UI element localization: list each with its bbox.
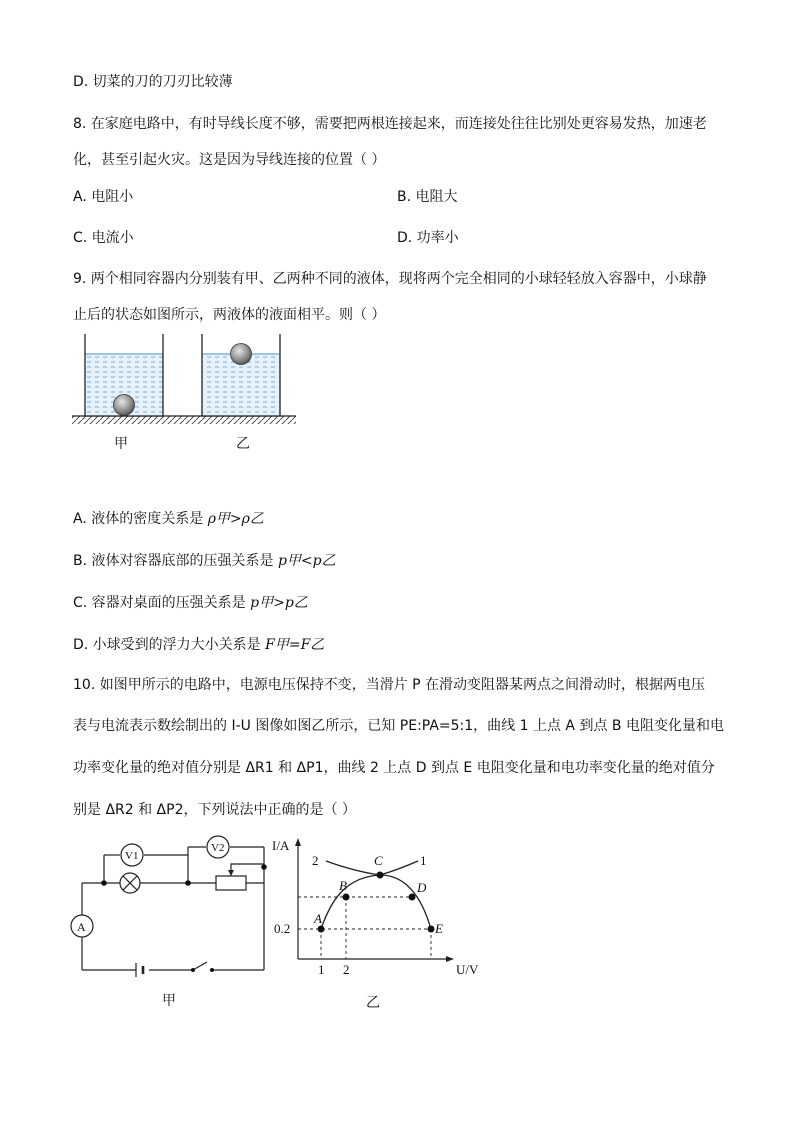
v1-label: V1 xyxy=(125,850,139,862)
ammeter-label: A xyxy=(77,920,86,934)
label-jia: 甲 xyxy=(114,436,128,452)
q8-stem-line2: 化，甚至引起火灾。这是因为导线连接的位置（ ） xyxy=(73,152,386,168)
q8-option-d: D. 功率小 xyxy=(397,230,459,246)
q10-stem-line4: 别是 ΔR2 和 ΔP2，下列说法中正确的是（ ） xyxy=(73,802,356,818)
graph-label: 乙 xyxy=(366,995,380,1011)
q9-option-d-text: D. 小球受到的浮力大小关系是 xyxy=(73,637,266,653)
circuit-diagram xyxy=(68,835,278,1010)
ball-yi xyxy=(231,344,252,365)
q9-containers-figure xyxy=(70,330,300,450)
x-tick-2: 2 xyxy=(343,962,350,977)
q9-option-c xyxy=(73,594,308,612)
curve-2-label: 2 xyxy=(312,853,319,868)
x-axis-label: U/V xyxy=(456,962,479,977)
point-c-label: C xyxy=(374,853,383,868)
q9-option-a-text: A. 液体的密度关系是 xyxy=(73,511,208,527)
q9-option-d-relation: F甲=F乙 xyxy=(265,637,325,653)
curve-1 xyxy=(326,861,418,875)
q9-option-c-text: C. 容器对桌面的压强关系是 xyxy=(73,595,251,611)
point-b xyxy=(343,894,350,901)
q10-stem-line2: 表与电流表示数绘制出的 I-U 图像如图乙所示，已知 PE:PA=5:1，曲线 1 上点 A 到点 B 电阻变化量和电 xyxy=(73,718,724,734)
q7-option-d: D. 切菜的刀的刀刃比较薄 xyxy=(73,74,233,90)
point-a-label: A xyxy=(314,911,322,926)
y-tick-label: 0.2 xyxy=(274,921,291,936)
q8-option-b: B. 电阻大 xyxy=(397,189,458,205)
q9-option-b-relation: p甲<p乙 xyxy=(277,553,336,569)
q8-option-c: C. 电流小 xyxy=(73,230,134,246)
q8-option-a: A. 电阻小 xyxy=(73,189,134,205)
point-b-label: B xyxy=(339,878,347,893)
point-c xyxy=(377,872,384,879)
q9-option-a xyxy=(73,510,264,528)
point-a xyxy=(318,926,325,933)
q10-stem-line1: 10. 如图甲所示的电路中，电源电压保持不变，当滑片 P 在滑动变阻器某两点之间滑动时，根据两电压 xyxy=(73,677,706,693)
curve-2 xyxy=(321,875,431,929)
circuit-label: 甲 xyxy=(162,993,176,1009)
container-jia xyxy=(85,334,163,416)
x-tick-1: 1 xyxy=(318,962,325,977)
voltmeter-v2 xyxy=(207,836,229,858)
iu-graph xyxy=(270,835,490,1010)
ball-jia xyxy=(114,395,135,416)
point-e xyxy=(428,926,435,933)
voltmeter-v1 xyxy=(121,844,143,866)
ammeter xyxy=(71,915,93,937)
q9-option-b-text: B. 液体对容器底部的压强关系是 xyxy=(73,553,278,569)
container-yi xyxy=(202,334,280,416)
q9-option-d xyxy=(73,636,324,654)
point-d-label: D xyxy=(417,880,427,895)
table-hatch xyxy=(72,416,296,424)
q9-stem-line2: 止后的状态如图所示，两液体的液面相平。则（ ） xyxy=(73,307,386,323)
curve-1-label: 1 xyxy=(420,853,427,868)
q9-option-b xyxy=(73,552,336,570)
q9-stem-line1: 9. 两个相同容器内分别装有甲、乙两种不同的液体，现将两个完全相同的小球轻轻放入容器中，小球静 xyxy=(73,271,707,287)
q9-option-c-relation: p甲>p乙 xyxy=(250,595,308,611)
q9-option-a-relation: ρ甲>ρ乙 xyxy=(207,511,264,527)
q8-stem-line1: 8. 在家庭电路中，有时导线长度不够，需要把两根连接起来，而连接处往往比别处更容易发热，加速老 xyxy=(73,116,707,132)
y-axis-label: I/A xyxy=(272,838,290,853)
v2-label: V2 xyxy=(211,842,225,854)
q10-stem-line3: 功率变化量的绝对值分别是 ΔR1 和 ΔP1，曲线 2 上点 D 到点 E 电阻变化量和电功率变化量的绝对值分 xyxy=(73,760,715,776)
lamp-symbol xyxy=(120,873,140,893)
point-d xyxy=(409,894,416,901)
label-yi: 乙 xyxy=(236,436,250,452)
point-e-label: E xyxy=(435,921,443,936)
